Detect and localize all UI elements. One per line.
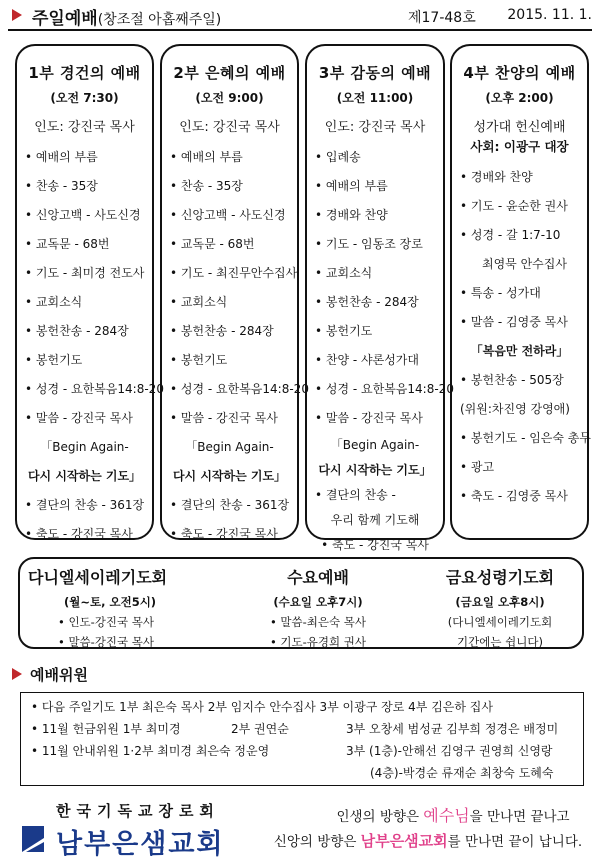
weekday-heading: 수요예배 bbox=[287, 568, 349, 587]
committee-row: 3부 오창세 범성균 김부희 정경은 배정미 bbox=[346, 722, 559, 736]
list-item: • 입례송 bbox=[315, 150, 361, 164]
bulletin-header bbox=[8, 3, 592, 29]
committee-box bbox=[20, 692, 584, 786]
list-item: • 신앙고백 - 사도신경 bbox=[25, 208, 141, 222]
bullet-triangle-icon bbox=[12, 9, 22, 21]
list-item: • 교독문 - 68번 bbox=[25, 237, 110, 251]
list-item: (위원:차진영 강영애) bbox=[460, 402, 570, 416]
list-item: • 기도-유경희 권사 bbox=[269, 635, 366, 649]
page-subtitle: (창조절 아홉째주일) bbox=[97, 12, 222, 28]
list-item: • 말씀 - 김영중 목사 bbox=[460, 315, 568, 329]
list-item: • 기도 - 윤순한 권사 bbox=[460, 199, 568, 213]
order-of-worship bbox=[162, 143, 309, 549]
order-of-worship bbox=[452, 163, 591, 511]
service-moderator: 사회: 이광구 대장 bbox=[470, 139, 569, 154]
committee-row: • 11월 안내위원 1·2부 최미경 최은숙 정운영 bbox=[31, 744, 270, 758]
list-item: • 교회소식 bbox=[170, 295, 228, 309]
committee-row: 3부 (1층)-안해선 김영구 권영희 신영랑 bbox=[346, 744, 553, 758]
list-item: • 인도-강진국 목사 bbox=[58, 615, 155, 629]
list-item: • 말씀 - 강진국 목사 bbox=[170, 411, 278, 425]
issue-number: 제17-48호 bbox=[408, 10, 476, 26]
weekday-time: (월~토, 오전5시) bbox=[64, 595, 157, 609]
list-item: • 결단의 찬송 - 361장 bbox=[25, 498, 145, 512]
weekday-service-friday bbox=[420, 565, 580, 650]
list-item: • 축도 - 김영중 목사 bbox=[460, 489, 568, 503]
service-heading: 3부 감동의 예배 bbox=[318, 64, 432, 82]
list-item: • 교독문 - 68번 bbox=[170, 237, 255, 251]
list-item: • 기도 - 최미경 전도사 bbox=[25, 266, 145, 280]
weekday-time: (금요일 오후8시) bbox=[455, 595, 545, 609]
committee-row: • 11월 헌금위원 1부 최미경 bbox=[31, 722, 181, 736]
list-item: • 찬양 - 샤론성가대 bbox=[315, 353, 419, 367]
list-item: • 특송 - 성가대 bbox=[460, 286, 541, 300]
list-item: • 교회소식 bbox=[315, 266, 373, 280]
list-item: • 성경 - 요한복음14:8-20 bbox=[315, 382, 454, 396]
list-item: • 봉헌찬송 - 284장 bbox=[25, 324, 129, 338]
list-item: • 축도 - 강진국 목사 bbox=[25, 527, 133, 541]
service-time: (오전 7:30) bbox=[50, 91, 119, 105]
service-leader: 인도: 강진국 목사 bbox=[179, 120, 280, 135]
page-title: 주일예배(창조절 아홉째주일) bbox=[32, 9, 222, 29]
list-item: 최영묵 안수집사 bbox=[482, 257, 567, 271]
sermon-title: 「복음만 전하라」 bbox=[470, 344, 569, 358]
weekday-time: (수요일 오후7시) bbox=[273, 595, 363, 609]
sermon-title: 「Begin Again- bbox=[185, 440, 274, 454]
service-time: (오전 9:00) bbox=[195, 91, 264, 105]
church-logo bbox=[20, 800, 250, 860]
list-item: • 성경 - 요한복음14:8-20 bbox=[170, 382, 309, 396]
list-item: • 예배의 부름 bbox=[315, 179, 388, 193]
list-item: • 축도 - 강진국 목사 bbox=[170, 527, 278, 541]
list-item: • 교회소식 bbox=[25, 295, 83, 309]
list-item: 기간에는 쉽니다) bbox=[457, 635, 543, 649]
service-box-4 bbox=[450, 44, 589, 540]
section-title: 예배위원 bbox=[30, 666, 88, 684]
list-item: • 결단의 찬송 - bbox=[315, 488, 396, 502]
list-item: • 광고 bbox=[460, 460, 495, 474]
service-heading: 1부 경건의 예배 bbox=[28, 64, 141, 82]
sermon-title: 다시 시작하는 기도」 bbox=[172, 469, 287, 483]
sermon-title: 「Begin Again- bbox=[40, 440, 129, 454]
list-item: • 봉헌기도 bbox=[170, 353, 228, 367]
list-item: • 성경 - 요한복음14:8-20 bbox=[25, 382, 164, 396]
order-of-worship bbox=[17, 143, 164, 549]
list-item: • 예배의 부름 bbox=[25, 150, 98, 164]
header-divider bbox=[8, 29, 592, 31]
slogan-line-1: 인생의 방향은 예수님을 만나면 끝나고 bbox=[336, 806, 570, 825]
committee-row: • 다음 주일기도 1부 최은숙 목사 2부 임지수 안수집사 3부 이광구 장로 4부 김은하 집사 bbox=[31, 700, 493, 714]
list-item: • 봉헌찬송 - 284장 bbox=[315, 295, 419, 309]
list-item: • 봉헌기도 - 임은숙 총무 bbox=[460, 431, 591, 445]
slogan-line-2: 신앙의 방향은 남부은샘교회를 만나면 끝이 납니다. bbox=[273, 832, 583, 850]
list-item: • 말씀 - 강진국 목사 bbox=[25, 411, 133, 425]
list-item: • 예배의 부름 bbox=[170, 150, 243, 164]
service-box-1 bbox=[15, 44, 164, 541]
list-item: • 봉헌기도 bbox=[315, 324, 373, 338]
service-time: (오전 11:00) bbox=[336, 91, 414, 105]
weekday-services-box bbox=[18, 557, 584, 649]
sermon-title: 다시 시작하는 기도」 bbox=[27, 469, 142, 483]
denomination-name: 한국기독교장로회 bbox=[56, 802, 220, 820]
service-leader: 인도: 강진국 목사 bbox=[34, 120, 135, 135]
list-item: • 봉헌찬송 - 505장 bbox=[460, 373, 564, 387]
list-item: • 경배와 찬양 bbox=[460, 170, 533, 184]
list-item: • 축도 - 강진국 목사 bbox=[321, 538, 429, 552]
slogan-highlight: 예수님 bbox=[423, 806, 470, 825]
service-heading: 4부 찬양의 예배 bbox=[463, 64, 576, 82]
list-item: • 결단의 찬송 - 361장 bbox=[170, 498, 290, 512]
list-item: • 찬송 - 35장 bbox=[25, 179, 98, 193]
service-leader: 성가대 헌신예배 bbox=[473, 120, 566, 135]
list-item: • 말씀-최은숙 목사 bbox=[269, 615, 366, 629]
service-box-2 bbox=[160, 44, 309, 541]
list-item: • 찬송 - 35장 bbox=[170, 179, 243, 193]
church-name: 남부은샘교회 bbox=[56, 829, 225, 860]
weekday-service-dawn bbox=[28, 565, 218, 650]
service-leader: 인도: 강진국 목사 bbox=[324, 120, 426, 135]
list-item: • 말씀-강진국 목사 bbox=[58, 635, 155, 649]
service-box-3 bbox=[305, 44, 454, 552]
order-of-worship bbox=[307, 143, 454, 558]
list-item: (다니엘세이레기도회 bbox=[447, 615, 553, 629]
weekday-service-wednesday bbox=[248, 565, 388, 650]
list-item: • 봉헌기도 bbox=[25, 353, 83, 367]
list-item: • 신앙고백 - 사도신경 bbox=[170, 208, 286, 222]
list-item: • 경배와 찬양 bbox=[315, 208, 388, 222]
list-item: • 말씀 - 강진국 목사 bbox=[315, 411, 423, 425]
service-heading: 2부 은혜의 예배 bbox=[173, 64, 286, 82]
service-time: (오후 2:00) bbox=[485, 91, 554, 105]
issue-date: 2015. 11. 1. bbox=[507, 7, 592, 23]
weekday-heading: 다니엘세이레기도회 bbox=[28, 568, 168, 587]
list-item: 우리 함께 기도해 bbox=[330, 513, 420, 527]
weekday-heading: 금요성령기도회 bbox=[445, 568, 555, 587]
church-emblem-icon bbox=[20, 824, 46, 854]
committee-row: 2부 권연순 bbox=[231, 722, 289, 736]
list-item: • 성경 - 갈 1:7-10 bbox=[460, 228, 561, 242]
list-item: • 봉헌찬송 - 284장 bbox=[170, 324, 274, 338]
slogan-highlight: 남부은샘교회 bbox=[360, 832, 448, 850]
list-item: • 기도 - 최진무안수집사 bbox=[170, 266, 298, 280]
committee-row: (4층)-박경순 류재순 최창숙 도혜숙 bbox=[370, 766, 554, 780]
slogan bbox=[268, 804, 588, 854]
list-item: • 기도 - 임동조 장로 bbox=[315, 237, 423, 251]
sermon-title: 「Begin Again- bbox=[330, 438, 420, 452]
bullet-triangle-icon bbox=[12, 668, 22, 680]
sermon-title: 다시 시작하는 기도」 bbox=[318, 463, 432, 477]
